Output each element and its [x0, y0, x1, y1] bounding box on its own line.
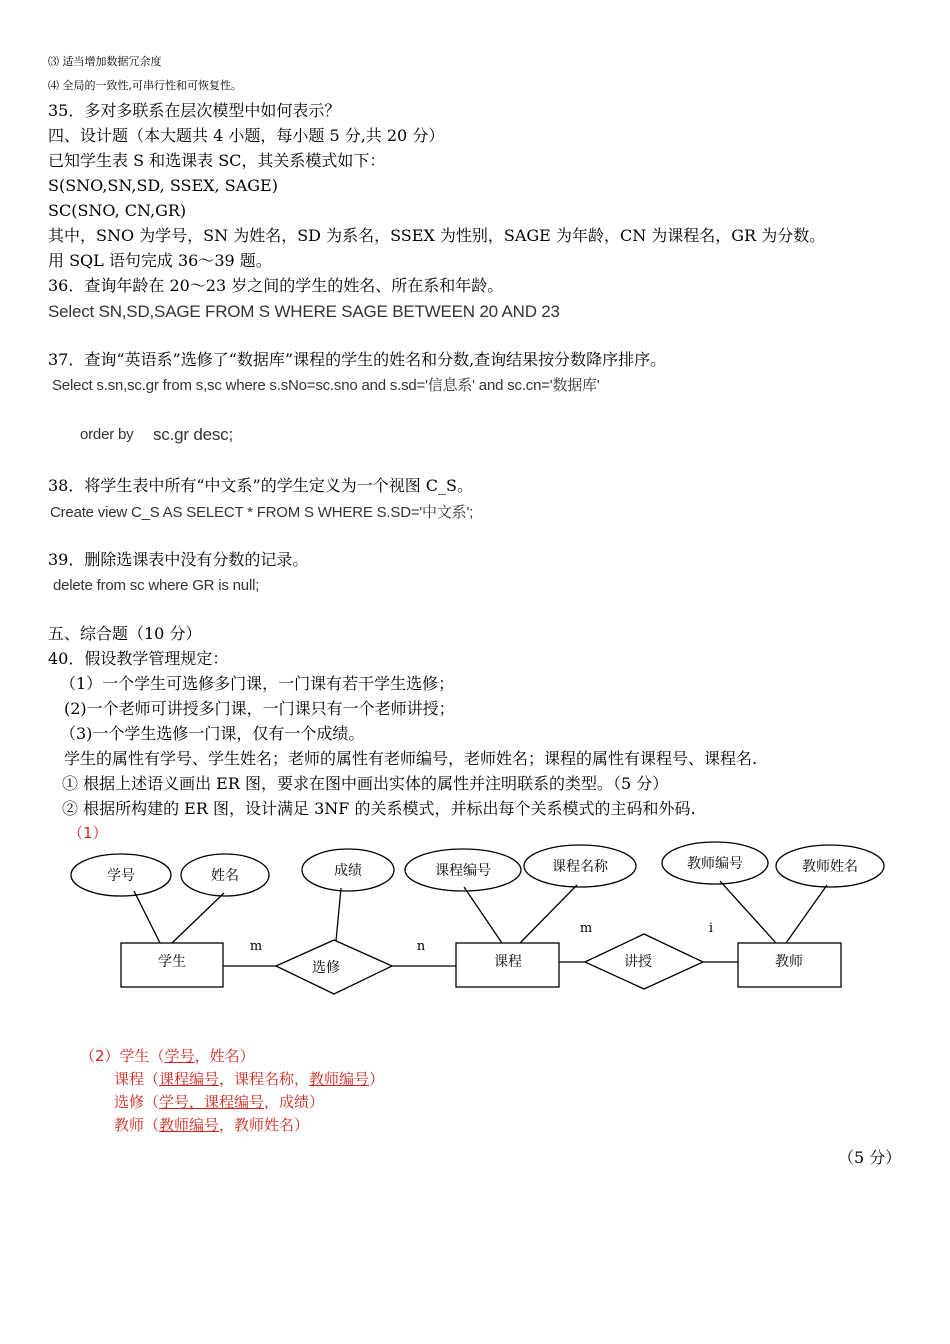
line-consistency: ⑷ 全局的一致性,可串行性和可恢复性。 [48, 79, 242, 92]
rel-select: 选修 [312, 960, 340, 976]
question-35: 35．多对多联系在层次模型中如何表示？ [48, 101, 341, 120]
question-37: 37．查询“英语系”选修了“数据库”课程的学生的姓名和分数,查询结果按分数降序排序。 [48, 350, 667, 369]
attr-student-no: 学号 [107, 868, 135, 884]
rule-2: (2)一个老师可讲授多门课，一门课只有一个老师讲授； [64, 699, 455, 718]
rule-1: （1）一个学生可选修多门课，一门课有若干学生选修； [60, 674, 455, 693]
teacher-primary-key: 教师编号 [159, 1116, 220, 1134]
relation-course-name: 课程（ [114, 1070, 160, 1088]
cardinality-n-select: n [416, 939, 426, 954]
question-39: 39．删除选课表中没有分数的记录。 [48, 550, 309, 569]
entity-course: 课程 [494, 954, 522, 970]
line-redundancy: ⑶ 适当增加数据冗余度 [48, 55, 162, 68]
section-5-heading: 五、综合题（10 分） [48, 624, 202, 643]
cardinality-1-teach: i [708, 921, 714, 936]
part-2-label: （2） [80, 1047, 120, 1065]
attr-teacher-no: 教师编号 [687, 856, 743, 872]
relation-teacher-rest: ，教师姓名） [219, 1116, 310, 1134]
sql-instruction: 用 SQL 语句完成 36～39 题。 [48, 251, 272, 270]
edge-teacher-name [786, 885, 827, 943]
section-4-heading: 四、设计题（本大题共 4 小题，每小题 5 分,共 20 分） [48, 126, 445, 145]
rule-3: （3)一个学生选修一门课，仅有一个成绩。 [60, 724, 365, 743]
attribute-definitions: 其中，SNO 为学号，SN 为姓名，SD 为系名，SSEX 为性别，SAGE 为年龄，CN 为课程名，GR 为分数。 [48, 226, 826, 245]
part-1-label: （1） [68, 824, 108, 842]
relation-student-rest: ，姓名） [194, 1047, 255, 1065]
relation-course-rest: ，课程名称， [219, 1070, 310, 1088]
select-primary-key: 学号，课程编号 [159, 1093, 265, 1111]
answer-37-order-by: order by [80, 426, 134, 443]
entity-student: 学生 [158, 954, 186, 970]
attr-course-no: 课程编号 [435, 863, 491, 879]
course-foreign-key: 教师编号 [309, 1070, 370, 1088]
answer-37-sort: sc.gr desc; [153, 425, 233, 444]
answer-37-line1: Select s.sn,sc.gr from s,sc where s.sNo=sc.sno and s.sd='信息系' and sc.cn='数据库' [52, 377, 600, 394]
relation-select-name: 选修（ [114, 1093, 160, 1111]
cardinality-m-select: m [249, 939, 263, 954]
attributes-statement: 学生的属性有学号、学生姓名；老师的属性有老师编号，老师姓名；课程的属性有课程号、课程名. [64, 749, 758, 768]
course-primary-key: 课程编号 [159, 1070, 220, 1088]
score-5: （5 分） [838, 1148, 902, 1167]
relation-select-rest: ，成绩） [264, 1093, 325, 1111]
attr-course-name: 课程名称 [552, 859, 608, 875]
relation-course-end: ） [369, 1070, 385, 1088]
cardinality-m-teach: m [579, 921, 593, 936]
answer-38: Create view C_S AS SELECT * FROM S WHERE S.SD='中文系'; [50, 504, 474, 521]
student-primary-key: 学号 [164, 1047, 195, 1065]
edge-grade [336, 888, 341, 941]
relation-course [114, 1069, 384, 1089]
relation-teacher-name: 教师（ [114, 1116, 160, 1134]
question-40: 40．假设教学管理规定： [48, 649, 229, 668]
attr-grade: 成绩 [334, 863, 362, 879]
answer-39: delete from sc where GR is null; [53, 577, 260, 594]
relation-teacher [114, 1115, 309, 1135]
relation-student-name: 学生（ [119, 1047, 165, 1065]
intro-line: 已知学生表 S 和选课表 SC，其关系模式如下： [48, 151, 386, 170]
entity-teacher: 教师 [775, 954, 803, 970]
schema-sc: SC(SNO, CN,GR) [48, 201, 187, 220]
task-1: ① 根据上述语义画出 ER 图，要求在图中画出实体的属性并注明联系的类型。（5 分） [62, 774, 669, 793]
rel-teach: 讲授 [624, 954, 652, 970]
edge-student-name [172, 893, 224, 943]
question-38: 38．将学生表中所有“中文系”的学生定义为一个视图 C_S。 [48, 476, 474, 495]
edge-course-no [464, 887, 502, 943]
relation-student [80, 1046, 255, 1066]
attr-student-name: 姓名 [211, 868, 239, 884]
task-2: ② 根据所构建的 ER 图，设计满足 3NF 的关系模式，并标出每个关系模式的主码和外码. [62, 799, 696, 818]
edge-student-no [134, 891, 160, 943]
edge-course-name [520, 885, 577, 943]
relation-select [114, 1092, 324, 1112]
schema-s: S(SNO,SN,SD, SSEX, SAGE) [48, 176, 278, 195]
answer-36: Select SN,SD,SAGE FROM S WHERE SAGE BETWEEN 20 AND 23 [48, 302, 560, 321]
attr-teacher-name: 教师姓名 [802, 859, 858, 875]
edge-teacher-no [720, 881, 776, 943]
question-36: 36．查询年龄在 20～23 岁之间的学生的姓名、所在系和年龄。 [48, 276, 504, 295]
